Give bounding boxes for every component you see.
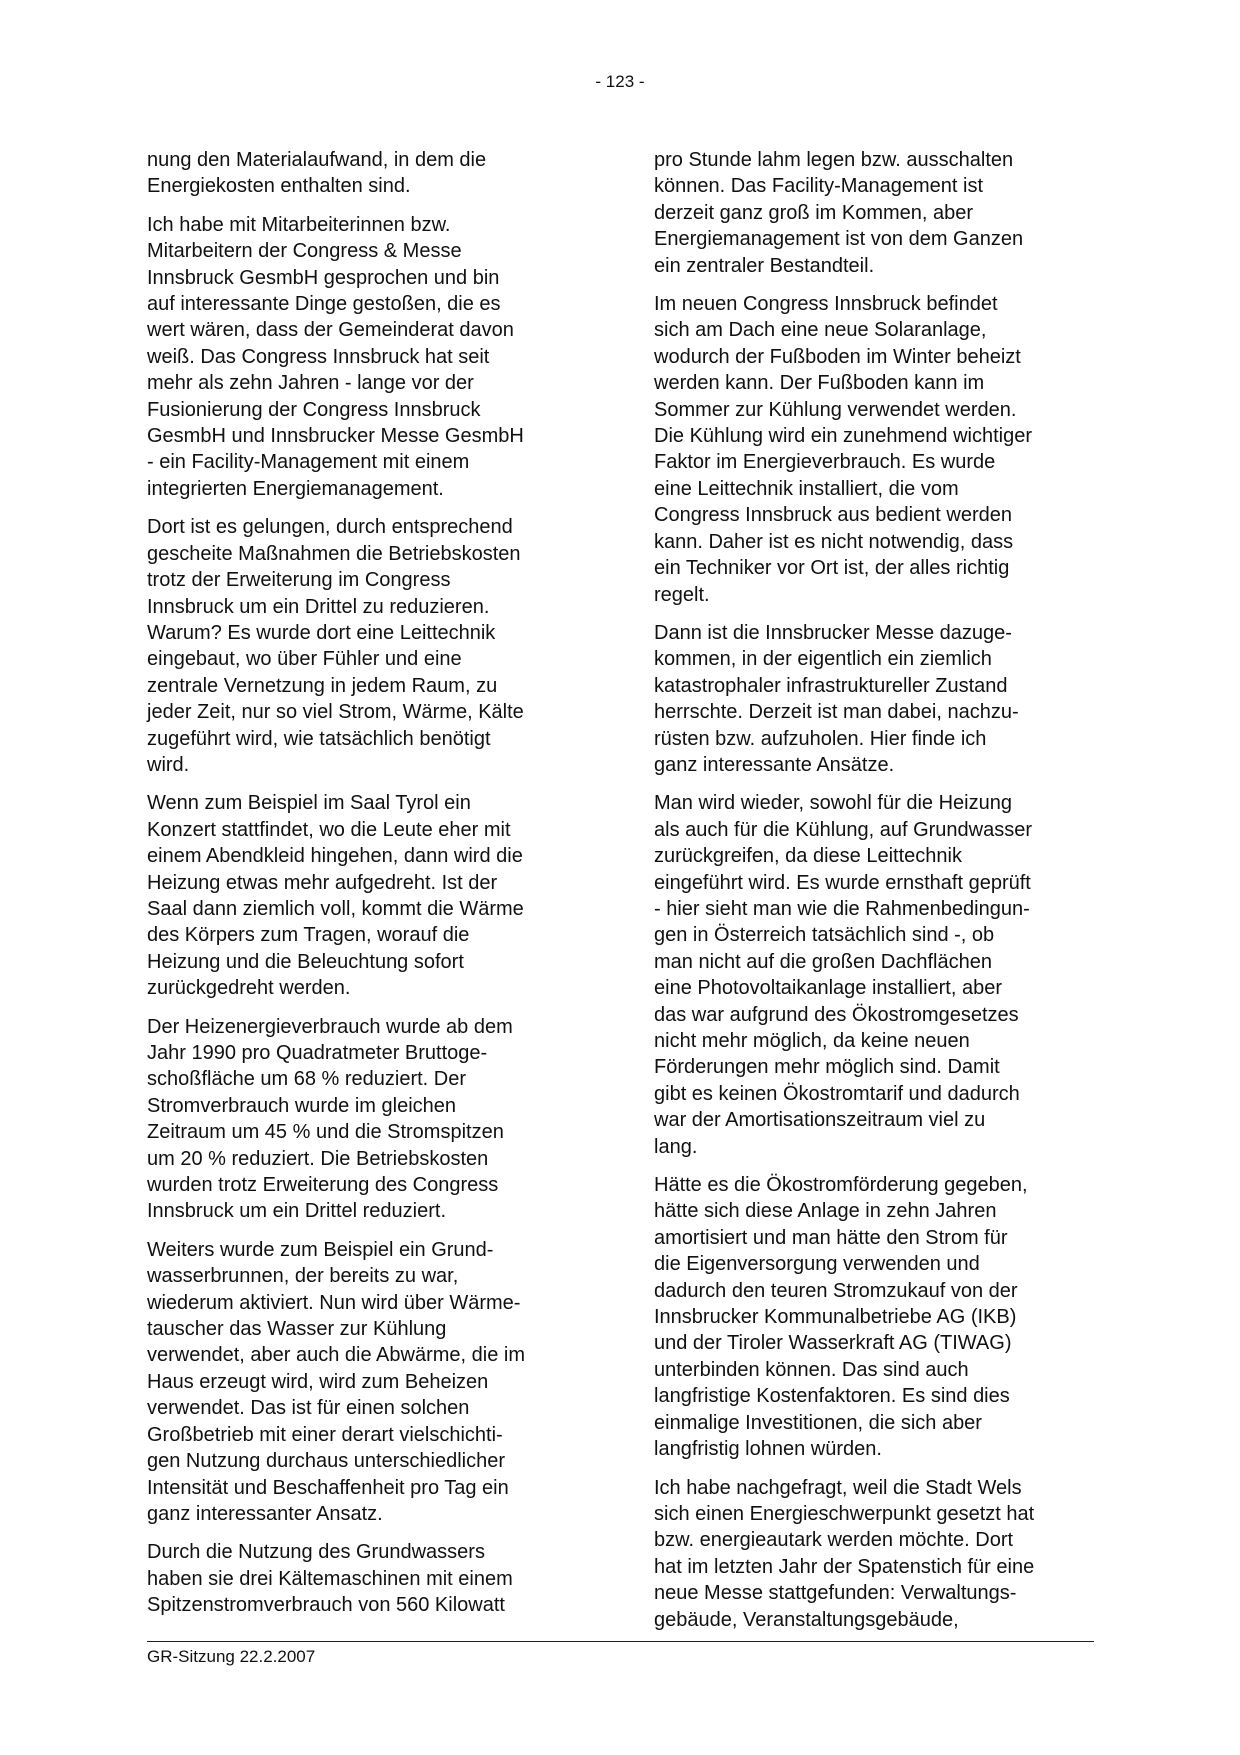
paragraph: Ich habe mit Mitarbeiterinnen bzw. Mitarbeitern der Congress & Messe Innsbruck GesmbH gesprochen und bin auf interessante Dinge gestoßen, die es wert wären, dass der Gemeinderat davon weiß. Das Congress Innsbruck hat seit mehr als zehn Jahren - lange vor der Fusionierung der Congress Innsbruck GesmbH und Innsbrucker Messe GesmbH - ein Facility-Management mit einem integrierten Energiemanagement. [147, 213, 524, 500]
footer-divider [147, 1641, 1094, 1642]
left-column [147, 147, 587, 1631]
paragraph: Im neuen Congress Innsbruck befindet sich am Dach eine neue Solaranlage, wodurch der Fußboden im Winter beheizt werden kann. Der Fußboden kann im Sommer zur Kühlung verwendet werden. Die Kühlung wird ein zunehmend wichtiger Faktor im Energieverbrauch. Es wurde eine Leittechnik installiert, die vom Congress Innsbruck aus bedient werden kann. Daher ist es nicht notwendig, dass ein Techniker vor Ort ist, der alles richtig regelt. [654, 293, 1032, 606]
paragraph: Wenn zum Beispiel im Saal Tyrol ein Konzert stattfindet, wo die Leute eher mit einem Abendkleid hingehen, dann wird die Heizung etwas mehr aufgedreht. Ist der Saal dann ziemlich voll, kommt die Wärme des Körpers zum Tragen, worauf die Heizung und die Beleuchtung sofort zurückgedreht werden. [147, 792, 524, 1000]
paragraph: Der Heizenergieverbrauch wurde ab dem Jahr 1990 pro Quadratmeter Bruttoge- schoßfläche um 68 % reduziert. Der Stromverbrauch wurde im gleichen Zeitraum um 45 % und die Stromspitzen um 20 % reduziert. Die Betriebskosten wurden trotz Erweiterung des Congress Innsbruck um ein Drittel reduziert. [147, 1015, 513, 1223]
paragraph: pro Stunde lahm legen bzw. ausschalten können. Das Facility-Management ist derzeit ganz groß im Kommen, aber Energiemanagement ist von dem Ganzen ein zentraler Bestandteil. [654, 149, 1024, 277]
paragraph: Hätte es die Ökostromförderung gegeben, hätte sich diese Anlage in zehn Jahren amortisiert und man hätte den Strom für die Eigenversorgung verwenden und dadurch den teuren Stromzukauf von der Innsbrucker Kommunalbetriebe AG (IKB) und der Tiroler Wasserkraft AG (TIWAG) unterbinden können. Das sind auch langfristige Kostenfaktoren. Es sind dies einmalige Investitionen, die sich aber langfristig lohnen würden. [654, 1174, 1028, 1461]
paragraph: Weiters wurde zum Beispiel ein Grund- wasserbrunnen, der bereits zu war, wiederum aktiviert. Nun wird über Wärme- tauscher das Wasser zur Kühlung verwendet, aber auch die Abwärme, die im Haus erzeugt wird, wird zum Beheizen verwendet. Das ist für einen solchen Großbetrieb mit einer derart vielschichti- gen Nutzung durchaus unterschiedlicher Intensität und Beschaffenheit pro Tag ein ganz interessanter Ansatz. [147, 1238, 525, 1525]
right-column [654, 147, 1094, 1645]
footer-text: GR-Sitzung 22.2.2007 [147, 1647, 316, 1666]
page-number: - 123 - [595, 72, 645, 91]
paragraph: Man wird wieder, sowohl für die Heizung als auch für die Kühlung, auf Grundwasser zurückgreifen, da diese Leittechnik eingeführt wird. Es wurde ernsthaft geprüft - hier sieht man wie die Rahmenbedingun- gen in Österreich tatsächlich sind -, ob man nicht auf die großen Dachflächen eine Photovoltaikanlage installiert, aber das war aufgrund des Ökostromgesetzes nicht mehr möglich, da keine neuen Förderungen mehr möglich sind. Damit gibt es keinen Ökostromtarif und dadurch war der Amortisationszeitraum viel zu lang. [654, 792, 1032, 1158]
paragraph: Dort ist es gelungen, durch entsprechend gescheite Maßnahmen die Betriebskosten trotz der Erweiterung im Congress Innsbruck um ein Drittel zu reduzieren. Warum? Es wurde dort eine Leittechnik eingebaut, wo über Fühler und eine zentrale Vernetzung in jedem Raum, zu jeder Zeit, nur so viel Strom, Wärme, Kälte zugeführt wird, wie tatsächlich benötigt wird. [147, 516, 524, 776]
paragraph: Durch die Nutzung des Grundwassers haben sie drei Kältemaschinen mit einem Spitzenstromverbrauch von 560 Kilowatt [147, 1541, 513, 1617]
paragraph: Dann ist die Innsbrucker Messe dazuge- kommen, in der eigentlich ein ziemlich katastrophaler infrastruktureller Zustand herrschte. Derzeit ist man dabei, nachzu- rüsten bzw. aufzuholen. Hier finde ich ganz interessante Ansätze. [654, 621, 1019, 776]
paragraph: nung den Materialaufwand, in dem die Energiekosten enthalten sind. [147, 149, 487, 198]
paragraph: Ich habe nachgefragt, weil die Stadt Wels sich einen Energieschwerpunkt gesetzt hat bzw. energieautark werden möchte. Dort hat im letzten Jahr der Spatenstich für eine neue Messe stattgefunden: Verwaltungs- gebäude, Veranstaltungsgebäude, [654, 1476, 1035, 1631]
